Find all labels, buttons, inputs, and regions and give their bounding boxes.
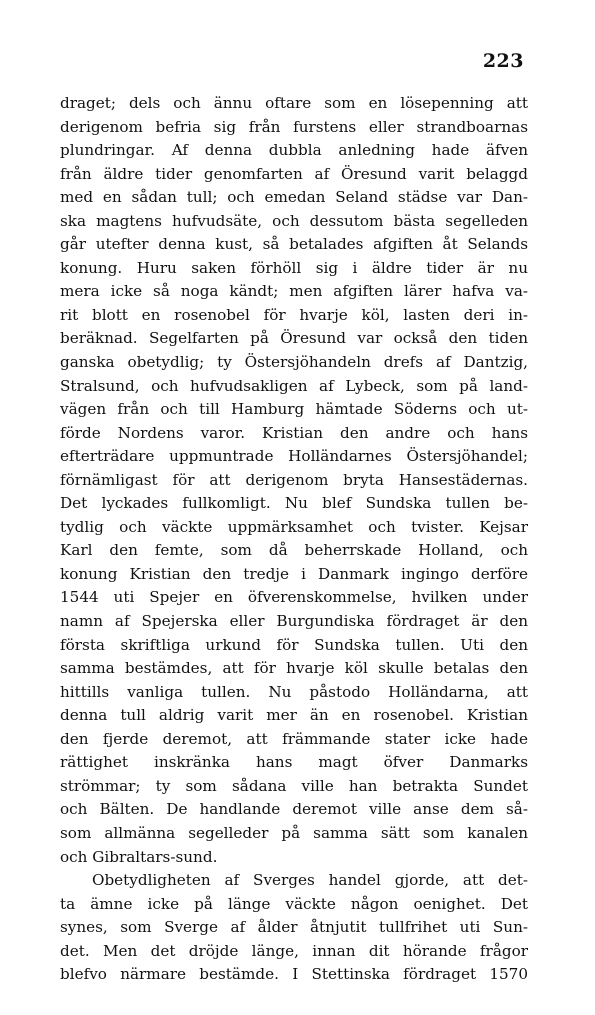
text-line: förde Nordens varor. Kristian den andre och hans	[60, 423, 528, 442]
text-line: med en sådan tull; och emedan Seland städse var Dan-	[60, 188, 528, 207]
text-line: rit blott en rosenobel för hvarje köl, lasten deri in-	[60, 305, 528, 324]
text-line: konung Kristian den tredje i Danmark ingingo derföre	[60, 564, 528, 583]
text-line: strömmar; ty som sådana ville han betrakta Sundet	[60, 776, 528, 795]
text-line: 1544 uti Spejer en öfverenskommelse, hvilken under	[60, 588, 528, 607]
text-line: plundringar. Af denna dubbla anledning hade äfven	[60, 141, 528, 160]
text-line: efterträdare uppmuntrade Holländarnes Östersjöhandel;	[60, 447, 528, 466]
text-line: konung. Huru saken förhöll sig i äldre tider är nu	[60, 258, 528, 277]
text-line: vägen från och till Hamburg hämtade Söderns och ut-	[60, 400, 528, 419]
text-line: och Gibraltars-sund.	[60, 847, 218, 866]
text-line: Det lyckades fullkomligt. Nu blef Sundska tullen be-	[60, 494, 528, 513]
text-line: första skriftliga urkund för Sundska tullen. Uti den	[60, 635, 528, 654]
body-text	[60, 92, 528, 987]
text-line: tydlig och väckte uppmärksamhet och tvister. Kejsar	[60, 517, 528, 536]
text-line: från äldre tider genomfarten af Öresund varit belaggd	[60, 164, 528, 183]
text-line: mera icke så noga kändt; men afgiften lärer hafva va-	[60, 282, 528, 301]
text-line: namn af Spejerska eller Burgundiska fördraget är den	[60, 612, 528, 631]
text-line: Stralsund, och hufvudsakligen af Lybeck, som på land-	[60, 376, 528, 395]
text-line: den fjerde deremot, att främmande stater icke hade	[60, 729, 528, 748]
text-line: synes, som Sverge af ålder åtnjutit tullfrihet uti Sun-	[60, 918, 528, 937]
text-line: och Bälten. De handlande deremot ville anse dem så-	[60, 800, 528, 819]
text-line: Obetydligheten af Sverges handel gjorde, att det-	[92, 871, 528, 890]
text-line: beräknad. Segelfarten på Öresund var också den tiden	[60, 329, 528, 348]
text-line: derigenom befria sig från furstens eller strandboarnas	[60, 117, 528, 136]
text-line: samma bestämdes, att för hvarje köl skulle betalas den	[60, 659, 528, 678]
text-line: denna tull aldrig varit mer än en rosenobel. Kristian	[60, 706, 528, 725]
text-line: förnämligast för att derigenom bryta Hansestädernas.	[60, 470, 528, 489]
text-line: går utefter denna kust, så betalades afgiften åt Selands	[60, 235, 528, 254]
text-line: ska magtens hufvudsäte, och dessutom bästa segelleden	[60, 211, 528, 230]
text-line: hittills vanliga tullen. Nu påstodo Holländarna, att	[60, 682, 528, 701]
page-number: 223	[482, 50, 524, 72]
text-line: Karl den femte, som då beherrskade Holland, och	[60, 541, 528, 560]
text-line: rättighet inskränka hans magt öfver Danmarks	[60, 753, 528, 772]
text-line: draget; dels och ännu oftare som en lösepenning att	[60, 94, 528, 112]
text-line: blefvo närmare bestämde. I Stettinska fördraget 1570	[60, 965, 528, 984]
text-line: ganska obetydlig; ty Östersjöhandeln drefs af Dantzig,	[60, 353, 528, 372]
text-line: det. Men det dröjde länge, innan dit hörande frågor	[60, 941, 528, 960]
text-line: som allmänna segelleder på samma sätt som kanalen	[60, 823, 528, 842]
text-line: ta ämne icke på länge väckte någon oenighet. Det	[60, 894, 528, 913]
